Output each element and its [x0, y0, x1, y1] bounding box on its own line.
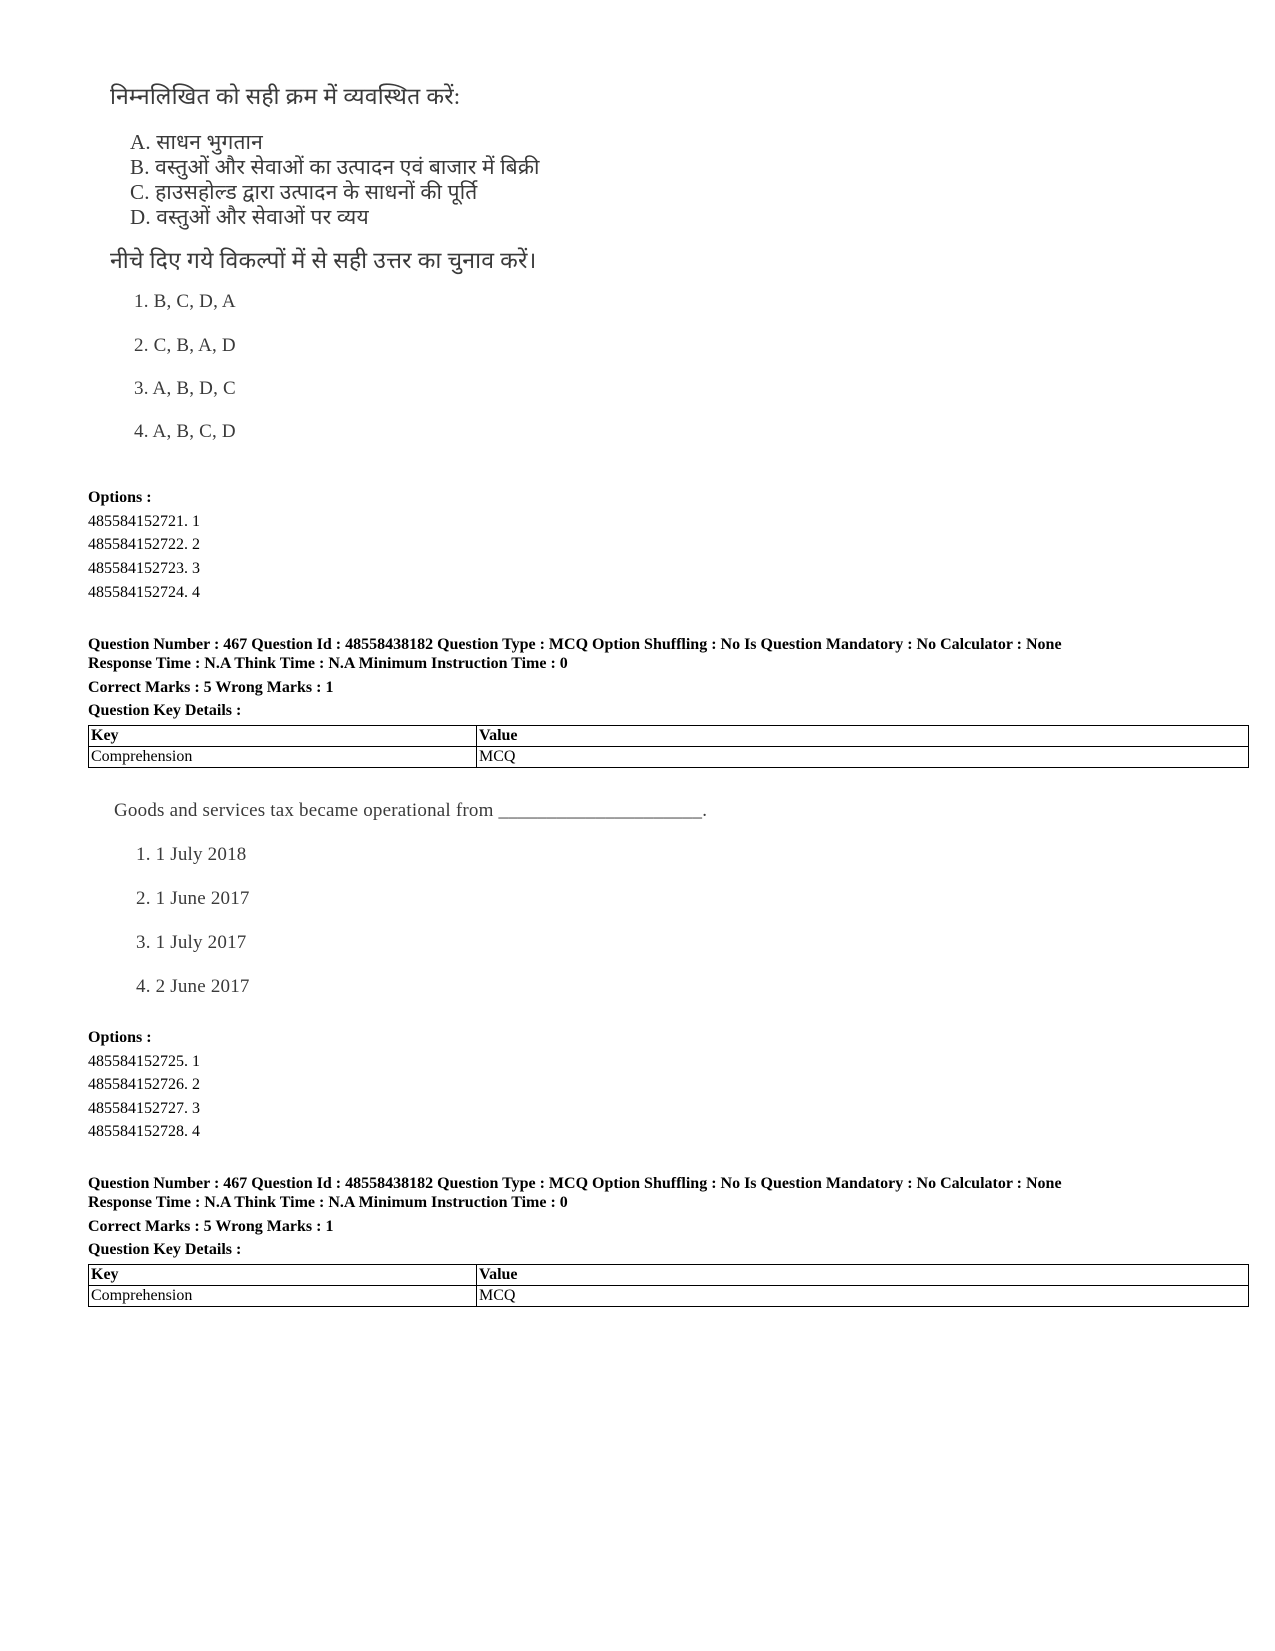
table-cell: MCQ	[477, 1286, 1249, 1307]
choice-4: 4. 2 June 2017	[136, 976, 250, 997]
question-marks: Correct Marks : 5 Wrong Marks : 1	[88, 1218, 334, 1235]
option-item: 485584152725. 1	[88, 1053, 200, 1070]
option-item: 485584152728. 4	[88, 1123, 200, 1140]
key-details-label: Question Key Details :	[88, 702, 242, 719]
question-prompt: नीचे दिए गये विकल्पों में से सही उत्तर का चुनाव करें।	[110, 248, 537, 273]
question-image-english	[108, 796, 748, 1006]
option-item: 485584152727. 3	[88, 1100, 200, 1117]
key-details-label: Question Key Details :	[88, 1241, 242, 1258]
options-label: Options :	[88, 1029, 152, 1046]
question-meta-line: Response Time : N.A Think Time : N.A Minimum Instruction Time : 0	[88, 1194, 568, 1211]
statement-b: B. वस्तुओं और सेवाओं का उत्पादन एवं बाजार में बिक्री	[130, 155, 540, 179]
table-cell: MCQ	[477, 747, 1249, 768]
question-key-table	[88, 1264, 1249, 1307]
option-item: 485584152723. 3	[88, 560, 200, 577]
option-item: 485584152726. 2	[88, 1076, 200, 1093]
option-item: 485584152724. 4	[88, 584, 200, 601]
question-meta-line: Question Number : 467 Question Id : 48558438182 Question Type : MCQ Option Shuffling : No Is Question Mandatory : No Calculator : None	[88, 636, 1062, 653]
choice-3: 3. 1 July 2017	[136, 932, 247, 953]
question-instruction: निम्नलिखित को सही क्रम में व्यवस्थित करें:	[110, 84, 461, 109]
choice-1: 1. 1 July 2018	[136, 844, 247, 865]
choice-3: 3. A, B, D, C	[134, 378, 236, 399]
table-row	[89, 1265, 1249, 1286]
table-cell: Comprehension	[89, 747, 477, 768]
choice-2: 2. C, B, A, D	[134, 335, 236, 356]
question-image-hindi	[108, 80, 668, 460]
choice-2: 2. 1 June 2017	[136, 888, 250, 909]
table-header-value: Value	[477, 1265, 1249, 1286]
table-row	[89, 747, 1249, 768]
question-key-table	[88, 725, 1249, 768]
table-header-value: Value	[477, 726, 1249, 747]
question-meta-line: Response Time : N.A Think Time : N.A Minimum Instruction Time : 0	[88, 655, 568, 672]
choice-4: 4. A, B, C, D	[134, 421, 236, 442]
table-row	[89, 726, 1249, 747]
statement-c: C. हाउसहोल्ड द्वारा उत्पादन के साधनों की पूर्ति	[130, 180, 478, 204]
question-meta-line: Question Number : 467 Question Id : 48558438182 Question Type : MCQ Option Shuffling : No Is Question Mandatory : No Calculator : None	[88, 1175, 1062, 1192]
choice-1: 1. B, C, D, A	[134, 291, 236, 312]
question-marks: Correct Marks : 5 Wrong Marks : 1	[88, 679, 334, 696]
statement-d: D. वस्तुओं और सेवाओं पर व्यय	[130, 205, 369, 229]
option-item: 485584152721. 1	[88, 513, 200, 530]
question-text: Goods and services tax became operational from _____________________.	[114, 800, 708, 821]
table-header-key: Key	[89, 726, 477, 747]
statement-a: A. साधन भुगतान	[130, 130, 263, 154]
table-cell: Comprehension	[89, 1286, 477, 1307]
options-label: Options :	[88, 489, 152, 506]
table-row	[89, 1286, 1249, 1307]
option-item: 485584152722. 2	[88, 536, 200, 553]
table-header-key: Key	[89, 1265, 477, 1286]
